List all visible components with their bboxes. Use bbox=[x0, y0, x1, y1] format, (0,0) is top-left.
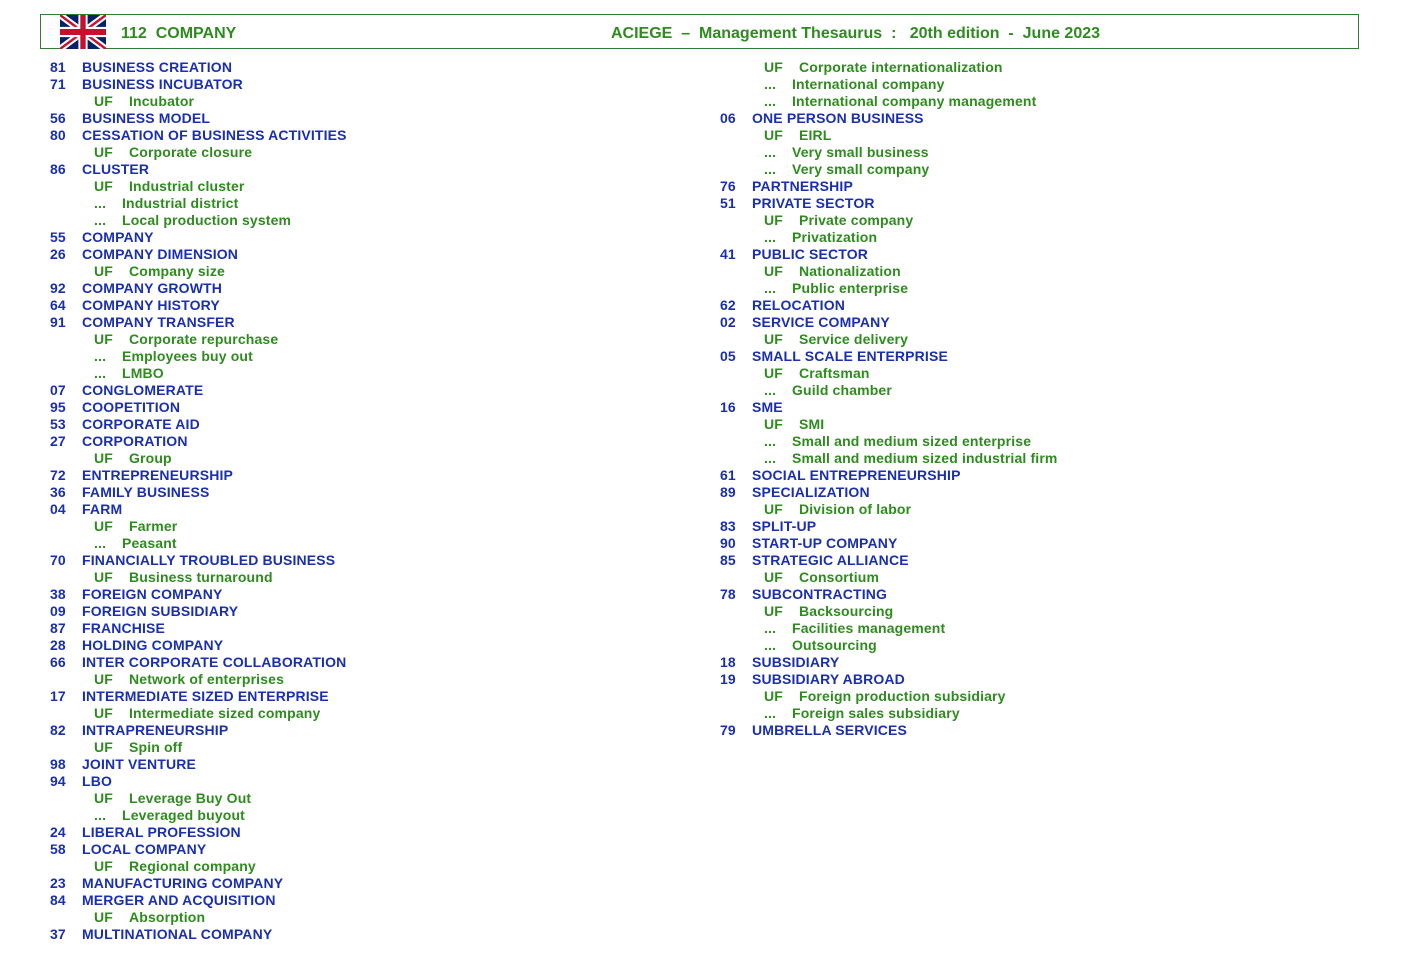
related-marker: ... bbox=[94, 195, 107, 211]
related-marker: ... bbox=[764, 433, 777, 449]
term-code: 51 bbox=[720, 195, 736, 211]
term-label: CONGLOMERATE bbox=[82, 382, 204, 398]
term-label: SME bbox=[752, 399, 783, 415]
use-for-marker: UF bbox=[764, 263, 783, 279]
term-code: 94 bbox=[50, 773, 66, 789]
term-code: 82 bbox=[50, 722, 66, 738]
term-code: 83 bbox=[720, 518, 736, 534]
term-label: COMPANY TRANSFER bbox=[82, 314, 235, 330]
term-label: SMALL SCALE ENTERPRISE bbox=[752, 348, 948, 364]
use-for-marker: UF bbox=[94, 739, 113, 755]
term-label: ENTREPRENEURSHIP bbox=[82, 467, 233, 483]
term-code: 17 bbox=[50, 688, 66, 704]
entry-label: Privatization bbox=[792, 229, 878, 245]
related-marker: ... bbox=[764, 450, 777, 466]
term-code: 62 bbox=[720, 297, 736, 313]
term-code: 36 bbox=[50, 484, 66, 500]
term-code: 61 bbox=[720, 467, 736, 483]
related-marker: ... bbox=[764, 229, 777, 245]
entry-label: Company size bbox=[129, 263, 225, 279]
term-code: 92 bbox=[50, 280, 66, 296]
entry-label: Public enterprise bbox=[792, 280, 909, 296]
related-marker: ... bbox=[764, 705, 777, 721]
term-label: COMPANY HISTORY bbox=[82, 297, 220, 313]
term-label: PRIVATE SECTOR bbox=[752, 195, 875, 211]
related-marker: ... bbox=[764, 637, 777, 653]
term-code: 18 bbox=[720, 654, 736, 670]
term-code: 87 bbox=[50, 620, 66, 636]
term-code: 91 bbox=[50, 314, 66, 330]
term-label: FINANCIALLY TROUBLED BUSINESS bbox=[82, 552, 336, 568]
term-label: COMPANY DIMENSION bbox=[82, 246, 239, 262]
term-code: 37 bbox=[50, 926, 66, 942]
entry-label: Craftsman bbox=[799, 365, 870, 381]
term-label: MERGER AND ACQUISITION bbox=[82, 892, 276, 908]
term-label: BUSINESS MODEL bbox=[82, 110, 211, 126]
section-name: COMPANY bbox=[155, 25, 237, 42]
thesaurus-name: Management Thesaurus bbox=[699, 25, 883, 42]
term-code: 09 bbox=[50, 603, 66, 619]
entry-label: International company management bbox=[792, 93, 1037, 109]
entry-label: Service delivery bbox=[799, 331, 909, 347]
term-code: 70 bbox=[50, 552, 66, 568]
use-for-marker: UF bbox=[94, 671, 113, 687]
entry-label: Regional company bbox=[129, 858, 256, 874]
use-for-marker: UF bbox=[764, 59, 783, 75]
term-code: 38 bbox=[50, 586, 66, 602]
entry-label: Absorption bbox=[129, 909, 206, 925]
use-for-marker: UF bbox=[764, 501, 783, 517]
term-label: RELOCATION bbox=[752, 297, 846, 313]
term-label: STRATEGIC ALLIANCE bbox=[752, 552, 909, 568]
term-label: COOPETITION bbox=[82, 399, 181, 415]
term-code: 53 bbox=[50, 416, 66, 432]
term-code: 56 bbox=[50, 110, 66, 126]
term-label: CORPORATION bbox=[82, 433, 188, 449]
term-code: 26 bbox=[50, 246, 66, 262]
use-for-marker: UF bbox=[764, 688, 783, 704]
entry-label: International company bbox=[792, 76, 945, 92]
entry-label: Small and medium sized enterprise bbox=[792, 433, 1032, 449]
entry-label: Farmer bbox=[129, 518, 178, 534]
use-for-marker: UF bbox=[94, 263, 113, 279]
uk-flag-icon bbox=[60, 15, 106, 49]
term-code: 41 bbox=[720, 246, 736, 262]
term-label: JOINT VENTURE bbox=[82, 756, 196, 772]
entry-label: Business turnaround bbox=[129, 569, 273, 585]
term-label: COMPANY GROWTH bbox=[82, 280, 223, 296]
related-marker: ... bbox=[94, 535, 107, 551]
term-code: 84 bbox=[50, 892, 66, 908]
entry-label: Foreign sales subsidiary bbox=[792, 705, 960, 721]
entry-label: Small and medium sized industrial firm bbox=[792, 450, 1058, 466]
use-for-marker: UF bbox=[94, 93, 113, 109]
term-label: COMPANY bbox=[82, 229, 154, 245]
term-label: INTRAPRENEURSHIP bbox=[82, 722, 229, 738]
term-code: 04 bbox=[50, 501, 66, 517]
term-code: 90 bbox=[720, 535, 736, 551]
term-label: SUBCONTRACTING bbox=[752, 586, 888, 602]
term-code: 78 bbox=[720, 586, 736, 602]
term-code: 02 bbox=[720, 314, 736, 330]
term-code: 98 bbox=[50, 756, 66, 772]
term-code: 72 bbox=[50, 467, 66, 483]
use-for-marker: UF bbox=[764, 331, 783, 347]
term-label: LIBERAL PROFESSION bbox=[82, 824, 241, 840]
term-label: SUBSIDIARY bbox=[752, 654, 840, 670]
term-label: CESSATION OF BUSINESS ACTIVITIES bbox=[82, 127, 347, 143]
entry-label: Industrial cluster bbox=[129, 178, 245, 194]
entry-label: Local production system bbox=[122, 212, 292, 228]
term-label: FOREIGN COMPANY bbox=[82, 586, 223, 602]
use-for-marker: UF bbox=[94, 144, 113, 160]
term-code: 19 bbox=[720, 671, 736, 687]
entry-label: Peasant bbox=[122, 535, 177, 551]
term-code: 76 bbox=[720, 178, 736, 194]
use-for-marker: UF bbox=[94, 909, 113, 925]
term-label: PUBLIC SECTOR bbox=[752, 246, 869, 262]
term-label: INTER CORPORATE COLLABORATION bbox=[82, 654, 347, 670]
entry-label: Consortium bbox=[799, 569, 880, 585]
entry-label: Network of enterprises bbox=[129, 671, 285, 687]
entry-label: Industrial district bbox=[122, 195, 239, 211]
term-label: FOREIGN SUBSIDIARY bbox=[82, 603, 239, 619]
term-code: 06 bbox=[720, 110, 736, 126]
term-label: SUBSIDIARY ABROAD bbox=[752, 671, 905, 687]
entry-label: Corporate closure bbox=[129, 144, 253, 160]
term-code: 71 bbox=[50, 76, 66, 92]
term-label: UMBRELLA SERVICES bbox=[752, 722, 908, 738]
entry-label: Leverage Buy Out bbox=[129, 790, 252, 806]
term-label: INTERMEDIATE SIZED ENTERPRISE bbox=[82, 688, 329, 704]
entry-label: Private company bbox=[799, 212, 914, 228]
term-code: 66 bbox=[50, 654, 66, 670]
term-label: BUSINESS CREATION bbox=[82, 59, 233, 75]
use-for-marker: UF bbox=[94, 518, 113, 534]
entry-label: SMI bbox=[799, 416, 825, 432]
term-label: CORPORATE AID bbox=[82, 416, 200, 432]
entry-label: Foreign production subsidiary bbox=[799, 688, 1006, 704]
entry-label: Outsourcing bbox=[792, 637, 877, 653]
related-marker: ... bbox=[764, 161, 777, 177]
term-code: 07 bbox=[50, 382, 66, 398]
entry-label: LMBO bbox=[122, 365, 164, 381]
use-for-marker: UF bbox=[764, 603, 783, 619]
term-code: 80 bbox=[50, 127, 66, 143]
term-label: SPECIALIZATION bbox=[752, 484, 870, 500]
entry-label: Spin off bbox=[129, 739, 183, 755]
term-code: 27 bbox=[50, 433, 66, 449]
use-for-marker: UF bbox=[94, 178, 113, 194]
entry-label: Nationalization bbox=[799, 263, 901, 279]
use-for-marker: UF bbox=[94, 569, 113, 585]
use-for-marker: UF bbox=[764, 365, 783, 381]
term-code: 24 bbox=[50, 824, 66, 840]
entry-label: Corporate repurchase bbox=[129, 331, 279, 347]
term-label: MULTINATIONAL COMPANY bbox=[82, 926, 273, 942]
entry-label: Intermediate sized company bbox=[129, 705, 321, 721]
use-for-marker: UF bbox=[94, 858, 113, 874]
entry-label: Group bbox=[129, 450, 172, 466]
entry-label: Very small company bbox=[792, 161, 930, 177]
entry-label: EIRL bbox=[799, 127, 832, 143]
term-label: FRANCHISE bbox=[82, 620, 166, 636]
term-code: 55 bbox=[50, 229, 66, 245]
term-label: MANUFACTURING COMPANY bbox=[82, 875, 284, 891]
related-marker: ... bbox=[94, 212, 107, 228]
term-label: LOCAL COMPANY bbox=[82, 841, 207, 857]
entry-label: Guild chamber bbox=[792, 382, 892, 398]
term-label: SOCIAL ENTREPRENEURSHIP bbox=[752, 467, 961, 483]
related-marker: ... bbox=[764, 620, 777, 636]
term-label: SERVICE COMPANY bbox=[752, 314, 890, 330]
term-code: 86 bbox=[50, 161, 66, 177]
entry-label: Corporate internationalization bbox=[799, 59, 1003, 75]
page-number: 112 bbox=[121, 25, 147, 42]
edition-date: June 2023 bbox=[1022, 25, 1101, 42]
use-for-marker: UF bbox=[94, 331, 113, 347]
related-marker: ... bbox=[764, 93, 777, 109]
entry-label: Employees buy out bbox=[122, 348, 253, 364]
entry-label: Facilities management bbox=[792, 620, 946, 636]
term-label: LBO bbox=[82, 773, 113, 789]
use-for-marker: UF bbox=[764, 416, 783, 432]
term-label: BUSINESS INCUBATOR bbox=[82, 76, 243, 92]
term-code: 81 bbox=[50, 59, 66, 75]
entry-label: Leveraged buyout bbox=[122, 807, 245, 823]
term-label: SPLIT-UP bbox=[752, 518, 817, 534]
term-code: 23 bbox=[50, 875, 66, 891]
term-code: 89 bbox=[720, 484, 736, 500]
entry-label: Division of labor bbox=[799, 501, 912, 517]
related-marker: ... bbox=[764, 280, 777, 296]
term-label: START-UP COMPANY bbox=[752, 535, 898, 551]
term-code: 79 bbox=[720, 722, 736, 738]
term-label: HOLDING COMPANY bbox=[82, 637, 224, 653]
related-marker: ... bbox=[94, 365, 107, 381]
term-label: CLUSTER bbox=[82, 161, 150, 177]
term-code: 58 bbox=[50, 841, 66, 857]
page-section bbox=[121, 25, 236, 43]
term-code: 28 bbox=[50, 637, 66, 653]
entry-label: Very small business bbox=[792, 144, 929, 160]
use-for-marker: UF bbox=[764, 569, 783, 585]
term-code: 85 bbox=[720, 552, 736, 568]
page-header bbox=[40, 14, 1359, 49]
related-marker: ... bbox=[764, 76, 777, 92]
publisher: ACIEGE bbox=[611, 25, 673, 42]
term-label: FAMILY BUSINESS bbox=[82, 484, 210, 500]
edition: 20th edition bbox=[909, 25, 1000, 42]
term-label: FARM bbox=[82, 501, 123, 517]
term-code: 16 bbox=[720, 399, 736, 415]
term-code: 95 bbox=[50, 399, 66, 415]
entry-label: Backsourcing bbox=[799, 603, 894, 619]
term-code: 64 bbox=[50, 297, 66, 313]
related-marker: ... bbox=[94, 348, 107, 364]
use-for-marker: UF bbox=[764, 127, 783, 143]
related-marker: ... bbox=[764, 382, 777, 398]
entry-label: Incubator bbox=[129, 93, 195, 109]
thesaurus-title: ACIEGE – Management Thesaurus : 20th edition - June 2023 bbox=[611, 25, 1101, 42]
term-code: 05 bbox=[720, 348, 736, 364]
term-label: ONE PERSON BUSINESS bbox=[752, 110, 924, 126]
use-for-marker: UF bbox=[94, 705, 113, 721]
use-for-marker: UF bbox=[94, 450, 113, 466]
use-for-marker: UF bbox=[94, 790, 113, 806]
use-for-marker: UF bbox=[764, 212, 783, 228]
related-marker: ... bbox=[94, 807, 107, 823]
related-marker: ... bbox=[764, 144, 777, 160]
term-label: PARTNERSHIP bbox=[752, 178, 853, 194]
